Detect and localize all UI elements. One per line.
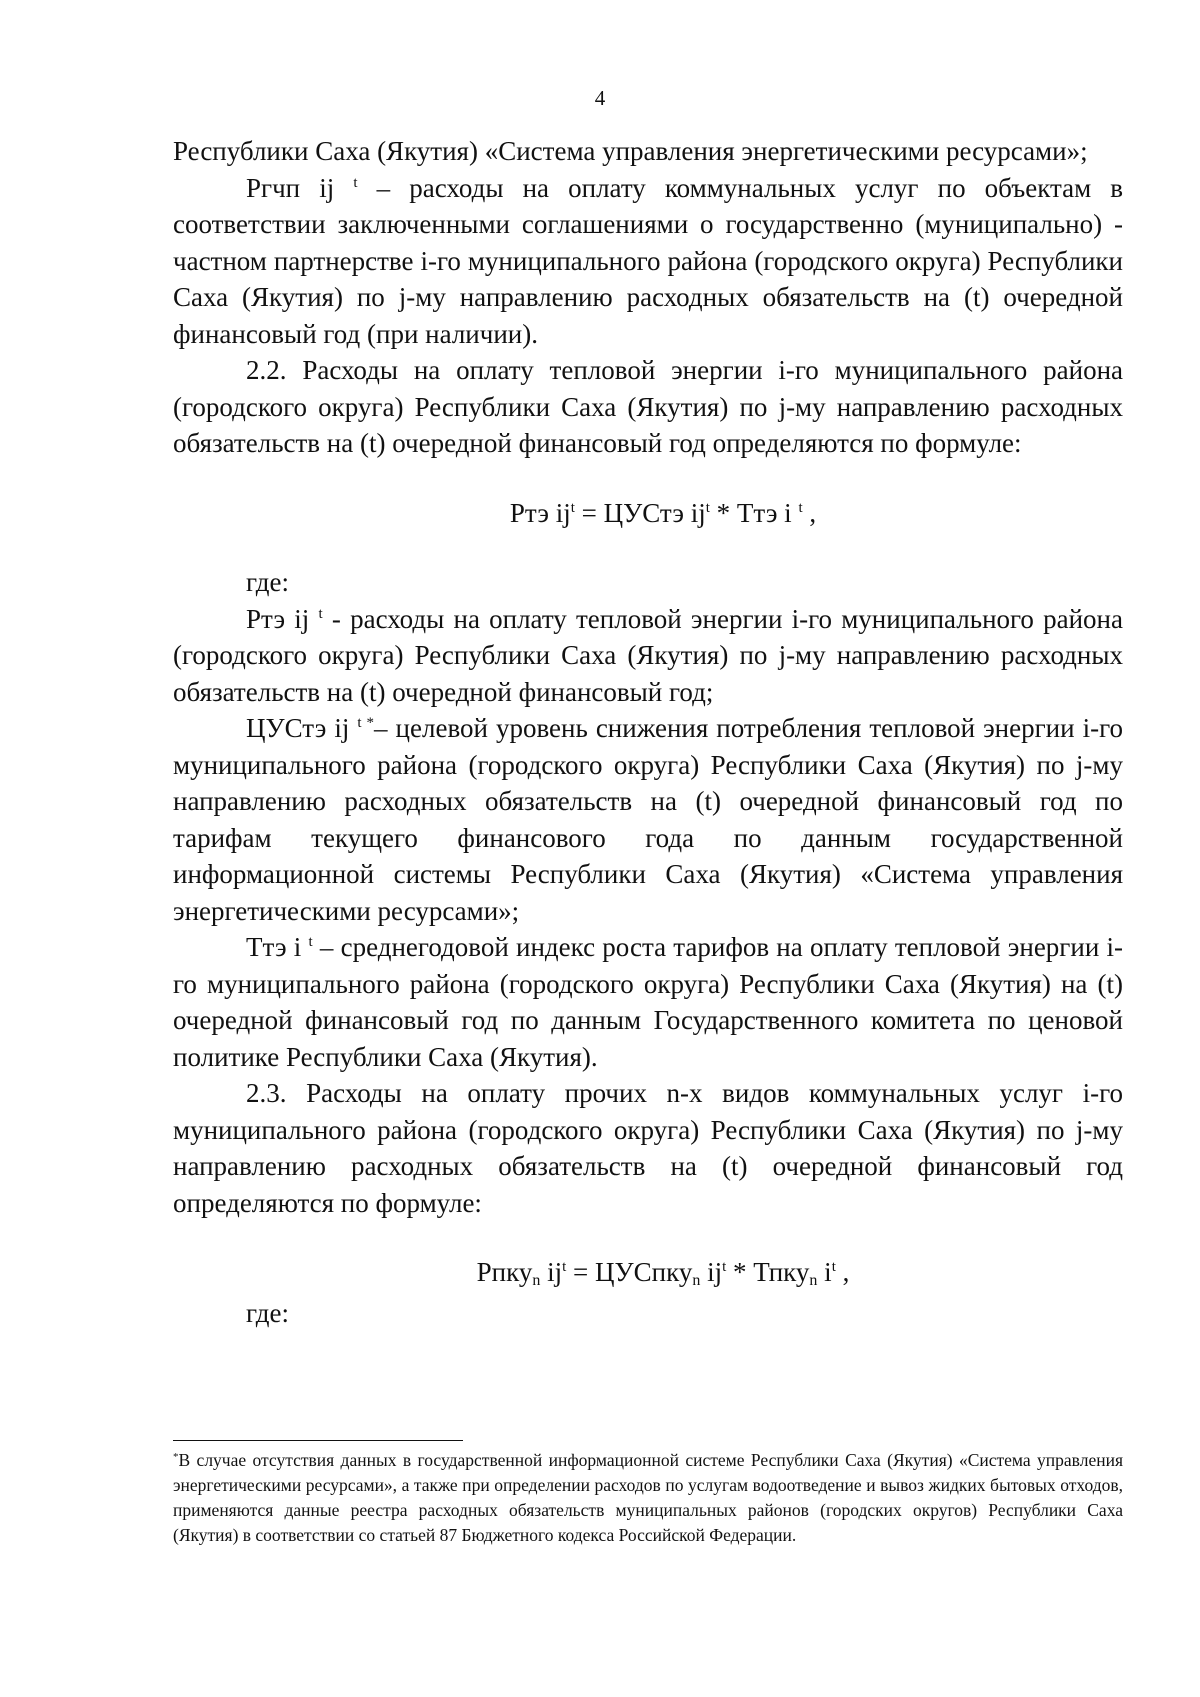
formula-target-level: = ЦУСтэ ij — [574, 497, 706, 528]
formula-lhs: Ртэ ij — [509, 497, 571, 528]
superscript-t: t — [705, 499, 710, 516]
formula-target-level: = ЦУСпку — [566, 1257, 693, 1287]
superscript-t: t — [570, 499, 575, 516]
superscript-t: t — [318, 605, 323, 622]
page-number: 4 — [594, 86, 606, 110]
subscript-n: n — [692, 1272, 701, 1289]
paragraph-tte-definition — [173, 929, 1123, 1075]
term-rgchp: Ргчп ij — [246, 172, 335, 203]
formula-lhs: Рпку — [476, 1257, 533, 1287]
superscript-t: t — [353, 174, 358, 191]
superscript-t-star: t * — [357, 715, 375, 731]
footnote-text: В случае отсутствия данных в государственной информационной системе Республики Саха (Якутия) «Система управления энергетическими ресурсами», а также при определении расходов по услугам водоотведение и вывоз жидких бытовых отходов, применяются данные реестра расходных обязательств муниципальных районов (городских округов) Республики Саха (Якутия) в соответствии со статьей 87 Бюджетного кодекса Российской Федерации. — [173, 1450, 1123, 1545]
term-custe: ЦУСтэ ij — [246, 713, 350, 743]
superscript-t: t — [798, 499, 803, 516]
term-tte: Ттэ i — [246, 932, 302, 962]
document-body — [173, 133, 1123, 1331]
superscript-t: t — [562, 1259, 567, 1275]
formula-heat-energy — [173, 495, 1123, 532]
where-label: где: — [246, 1297, 289, 1328]
superscript-t: t — [831, 1259, 836, 1275]
superscript-t: t — [308, 934, 313, 950]
footnote-separator — [173, 1440, 463, 1441]
paragraph-continuation: Республики Саха (Якутия) «Система управления энергетическими ресурсами»; — [173, 136, 1088, 166]
footnote — [173, 1448, 1123, 1548]
paragraph-rgchp-definition — [173, 170, 1123, 353]
formula-end: , — [835, 1257, 850, 1287]
formula-end: , — [802, 497, 817, 528]
definition-rgchp: – расходы на оплату коммунальных услуг по объектам в соответствии заключенными соглашениями о государственно (муниципально) - частном партнерстве i-го муниципального района (городского округа) Республики Саха (Якутия) по j-му направлению расходных обязательств на (t) очередной финансовый год (при наличии). — [173, 172, 1124, 349]
definition-rte: - расходы на оплату тепловой энергии i-го муниципального района (городского округа) Республики Саха (Якутия) по j-му направлению расходных обязательств на (t) очередной финансовый год; — [173, 603, 1123, 707]
term-rte: Ртэ ij — [246, 603, 310, 634]
formula-lhs-index: ij — [540, 1257, 563, 1287]
paragraph-2-3: 2.3. Расходы на оплату прочих n-х видов коммунальных услуг i-го муниципального района (городского округа) Республики Саха (Якутия) по j-му направлению расходных обязательств на (t) очередной финансовый год определяются по формуле: — [173, 1078, 1123, 1218]
paragraph-rte-definition — [173, 601, 1123, 711]
definition-tte: – среднегодовой индекс роста тарифов на оплату тепловой энергии i-го муниципального района (городского округа) Республики Саха (Якутия) на (t) очередной финансовый год по данным Государственного комитета по ценовой политике Республики Саха (Якутия). — [173, 932, 1123, 1072]
formula-tariff-index: * Тпку — [726, 1257, 810, 1287]
superscript-t: t — [722, 1259, 727, 1275]
formula-mid-index: ij — [700, 1257, 723, 1287]
formula-other-utilities — [173, 1254, 1123, 1291]
subscript-n: n — [532, 1272, 541, 1289]
paragraph-custe-definition — [173, 710, 1123, 929]
formula-tariff-index: * Ттэ i — [709, 497, 792, 528]
paragraph-2-2: 2.2. Расходы на оплату тепловой энергии i-го муниципального района (городского округа) Республики Саха (Якутия) по j-му направлению расходных обязательств на (t) очередной финансовый год определяются по формуле: — [173, 355, 1123, 458]
subscript-n: n — [809, 1272, 818, 1289]
footnote-marker: * — [173, 1451, 179, 1463]
where-label: где: — [246, 567, 289, 597]
definition-custe: – целевой уровень снижения потребления тепловой энергии i-го муниципального района (городского округа) Республики Саха (Якутия) по j-му направлению расходных обязательств на (t) очередной финансовый год по тарифам текущего финансового года по данным государственной информационной системы Республики Саха (Якутия) «Система управления энергетическими ресурсами»; — [173, 713, 1123, 926]
formula-rhs-index: i — [817, 1257, 832, 1287]
